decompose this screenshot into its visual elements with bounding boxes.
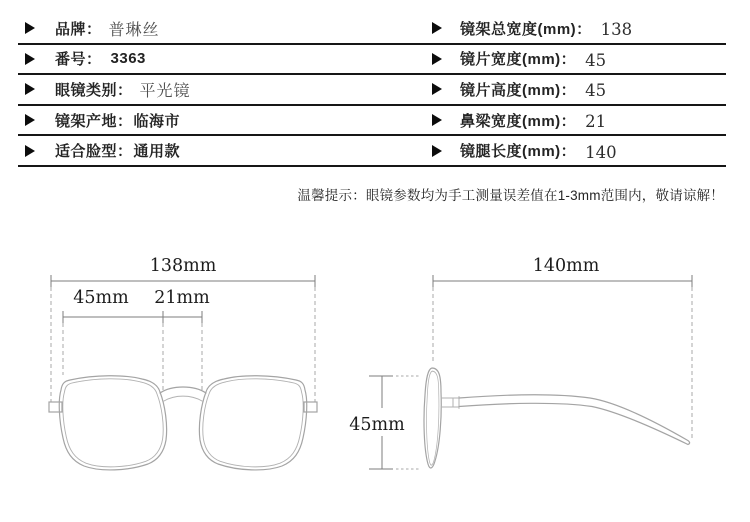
bullet-arrow-icon <box>25 53 35 65</box>
spec-cell-frame-total-width <box>432 18 726 39</box>
spec-label: 镜腿长度(mm)： <box>460 143 577 161</box>
bullet-arrow-icon <box>25 83 35 95</box>
spec-value: 45 <box>585 50 607 70</box>
right-lens-inner <box>203 379 303 467</box>
spec-value: 138 <box>600 20 633 40</box>
temple-length-label: 140mm <box>532 256 600 276</box>
table-row <box>18 14 726 45</box>
front-view <box>49 256 317 470</box>
spec-value: 平光镜 <box>139 80 191 100</box>
bridge <box>160 387 206 393</box>
spec-label: 镜架产地： <box>55 112 133 130</box>
left-hinge-tab <box>49 402 62 412</box>
left-lens-inner <box>63 379 163 467</box>
spec-value: 21 <box>585 112 607 132</box>
spec-value: 45 <box>585 81 607 101</box>
spec-label: 品牌： <box>55 20 102 38</box>
spec-cell-bridge-width <box>432 110 726 131</box>
temple-length-dimension <box>433 256 692 438</box>
spec-label: 番号： <box>55 51 102 69</box>
bridge-width-label: 21mm <box>154 288 210 308</box>
lens-height-dimension <box>349 376 421 469</box>
bullet-arrow-icon <box>25 145 35 157</box>
spec-table <box>18 14 726 167</box>
spec-cell-lens-width <box>432 48 726 69</box>
bullet-arrow-icon <box>432 53 442 65</box>
bullet-arrow-icon <box>432 22 442 34</box>
spec-label: 镜架总宽度(mm)： <box>460 20 592 38</box>
spec-cell-temple-length <box>432 140 726 161</box>
spec-value: 140 <box>585 142 617 162</box>
table-row <box>18 136 726 167</box>
spec-label: 眼镜类别： <box>55 81 133 99</box>
lens-bridge-dimension <box>63 288 210 390</box>
spec-cell-face-shape <box>18 140 432 161</box>
spec-label: 鼻梁宽度(mm)： <box>460 112 577 130</box>
bridge-inner <box>164 396 202 401</box>
spec-label: 适合脸型： <box>55 143 133 161</box>
table-row <box>18 75 726 106</box>
spec-label: 镜片宽度(mm)： <box>460 51 577 69</box>
total-width-label: 138mm <box>149 256 217 276</box>
measurement-disclaimer: 温馨提示：眼镜参数均为手工测量误差值在1-3mm范围内，敬请谅解！ <box>297 188 724 203</box>
temple-arm <box>459 395 690 445</box>
bullet-arrow-icon <box>25 114 35 126</box>
spec-cell-frame-origin <box>18 110 432 131</box>
bullet-arrow-icon <box>432 83 442 95</box>
table-row <box>18 106 726 137</box>
spec-value: 3363 <box>110 50 146 68</box>
spec-label: 镜片高度(mm)： <box>460 81 577 99</box>
spec-cell-glasses-type <box>18 78 432 101</box>
spec-cell-brand <box>18 17 432 40</box>
right-hinge-tab <box>304 402 317 412</box>
spec-value: 通用款 <box>133 143 181 161</box>
spec-value: 普琳丝 <box>108 19 160 39</box>
spec-value: 临海市 <box>133 112 181 130</box>
glasses-side-outline <box>424 368 690 468</box>
spec-cell-lens-height <box>432 79 726 100</box>
table-row <box>18 45 726 76</box>
spec-cell-model-number <box>18 48 432 69</box>
side-hinge <box>441 397 459 409</box>
bullet-arrow-icon <box>25 22 35 34</box>
glasses-dimension-diagram <box>0 240 750 522</box>
bullet-arrow-icon <box>432 114 442 126</box>
glasses-front-outline <box>49 376 317 470</box>
lens-height-label: 45mm <box>349 415 405 435</box>
side-view <box>349 256 692 469</box>
bullet-arrow-icon <box>432 145 442 157</box>
lens-width-label: 45mm <box>73 288 129 308</box>
